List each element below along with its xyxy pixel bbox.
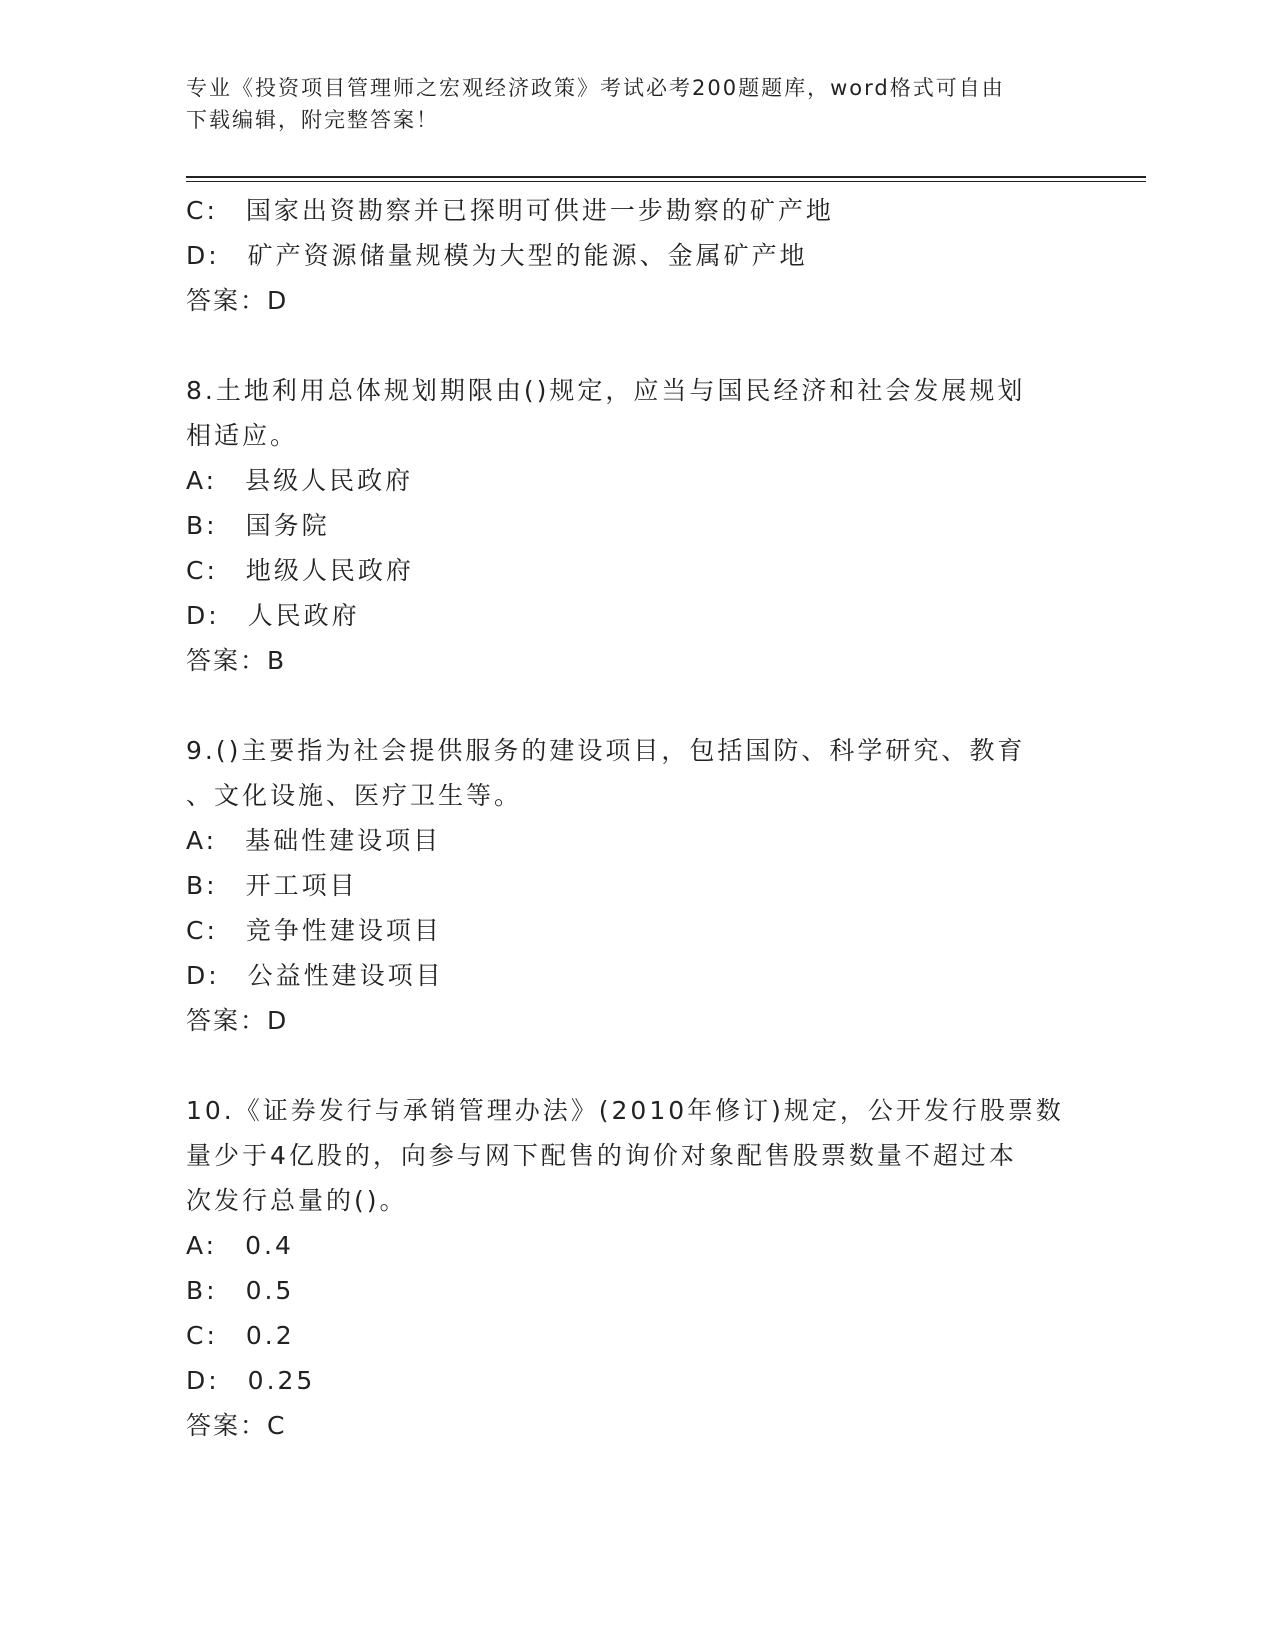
document-header bbox=[186, 72, 1086, 136]
answer-line: 答案：B bbox=[186, 646, 287, 675]
option-d: D: 矿产资源储量规模为大型的能源、金属矿产地 bbox=[186, 241, 808, 270]
question-stem-line: 量少于4亿股的，向参与网下配售的询价对象配售股票数量不超过本 bbox=[186, 1141, 1017, 1170]
option-c: C: 0.2 bbox=[186, 1321, 295, 1350]
spacer bbox=[186, 683, 1086, 728]
answer-line: 答案：D bbox=[186, 286, 289, 315]
option-d: D: 公益性建设项目 bbox=[186, 961, 444, 990]
option-d: D: 人民政府 bbox=[186, 601, 360, 630]
question-8 bbox=[186, 368, 1086, 683]
question-list bbox=[186, 188, 1086, 1448]
option-c: C: 国家出资勘察并已探明可供进一步勘察的矿产地 bbox=[186, 196, 834, 225]
question-9 bbox=[186, 728, 1086, 1043]
option-a: A: 基础性建设项目 bbox=[186, 826, 442, 855]
question-stem-line: 、文化设施、医疗卫生等。 bbox=[186, 781, 523, 810]
option-a: A: 县级人民政府 bbox=[186, 466, 414, 495]
option-b: B: 开工项目 bbox=[186, 871, 358, 900]
header-rule-thick bbox=[186, 176, 1146, 178]
question-stem-line: 10.《证券发行与承销管理办法》(2010年修订)规定，公开发行股票数 bbox=[186, 1096, 1064, 1125]
spacer bbox=[186, 1043, 1086, 1088]
option-a: A: 0.4 bbox=[186, 1231, 294, 1260]
option-b: B: 0.5 bbox=[186, 1276, 295, 1305]
question-stem-line: 次发行总量的()。 bbox=[186, 1186, 408, 1215]
answer-line: 答案：C bbox=[186, 1411, 287, 1440]
question-stem-line: 相适应。 bbox=[186, 421, 299, 450]
header-rule-thin bbox=[186, 181, 1146, 182]
question-stem-line: 8.土地利用总体规划期限由()规定，应当与国民经济和社会发展规划 bbox=[186, 376, 1026, 405]
option-d: D: 0.25 bbox=[186, 1366, 316, 1395]
answer-line: 答案：D bbox=[186, 1006, 289, 1035]
option-b: B: 国务院 bbox=[186, 511, 330, 540]
question-10 bbox=[186, 1088, 1086, 1448]
header-line-2: 下载编辑，附完整答案！ bbox=[186, 108, 439, 132]
header-line-1: 专业《投资项目管理师之宏观经济政策》考试必考200题题库，word格式可自由 bbox=[186, 76, 1005, 100]
option-c: C: 竞争性建设项目 bbox=[186, 916, 442, 945]
spacer bbox=[186, 323, 1086, 368]
question-stem-line: 9.()主要指为社会提供服务的建设项目，包括国防、科学研究、教育 bbox=[186, 736, 1026, 765]
question-7-continued bbox=[186, 188, 1086, 323]
option-c: C: 地级人民政府 bbox=[186, 556, 414, 585]
